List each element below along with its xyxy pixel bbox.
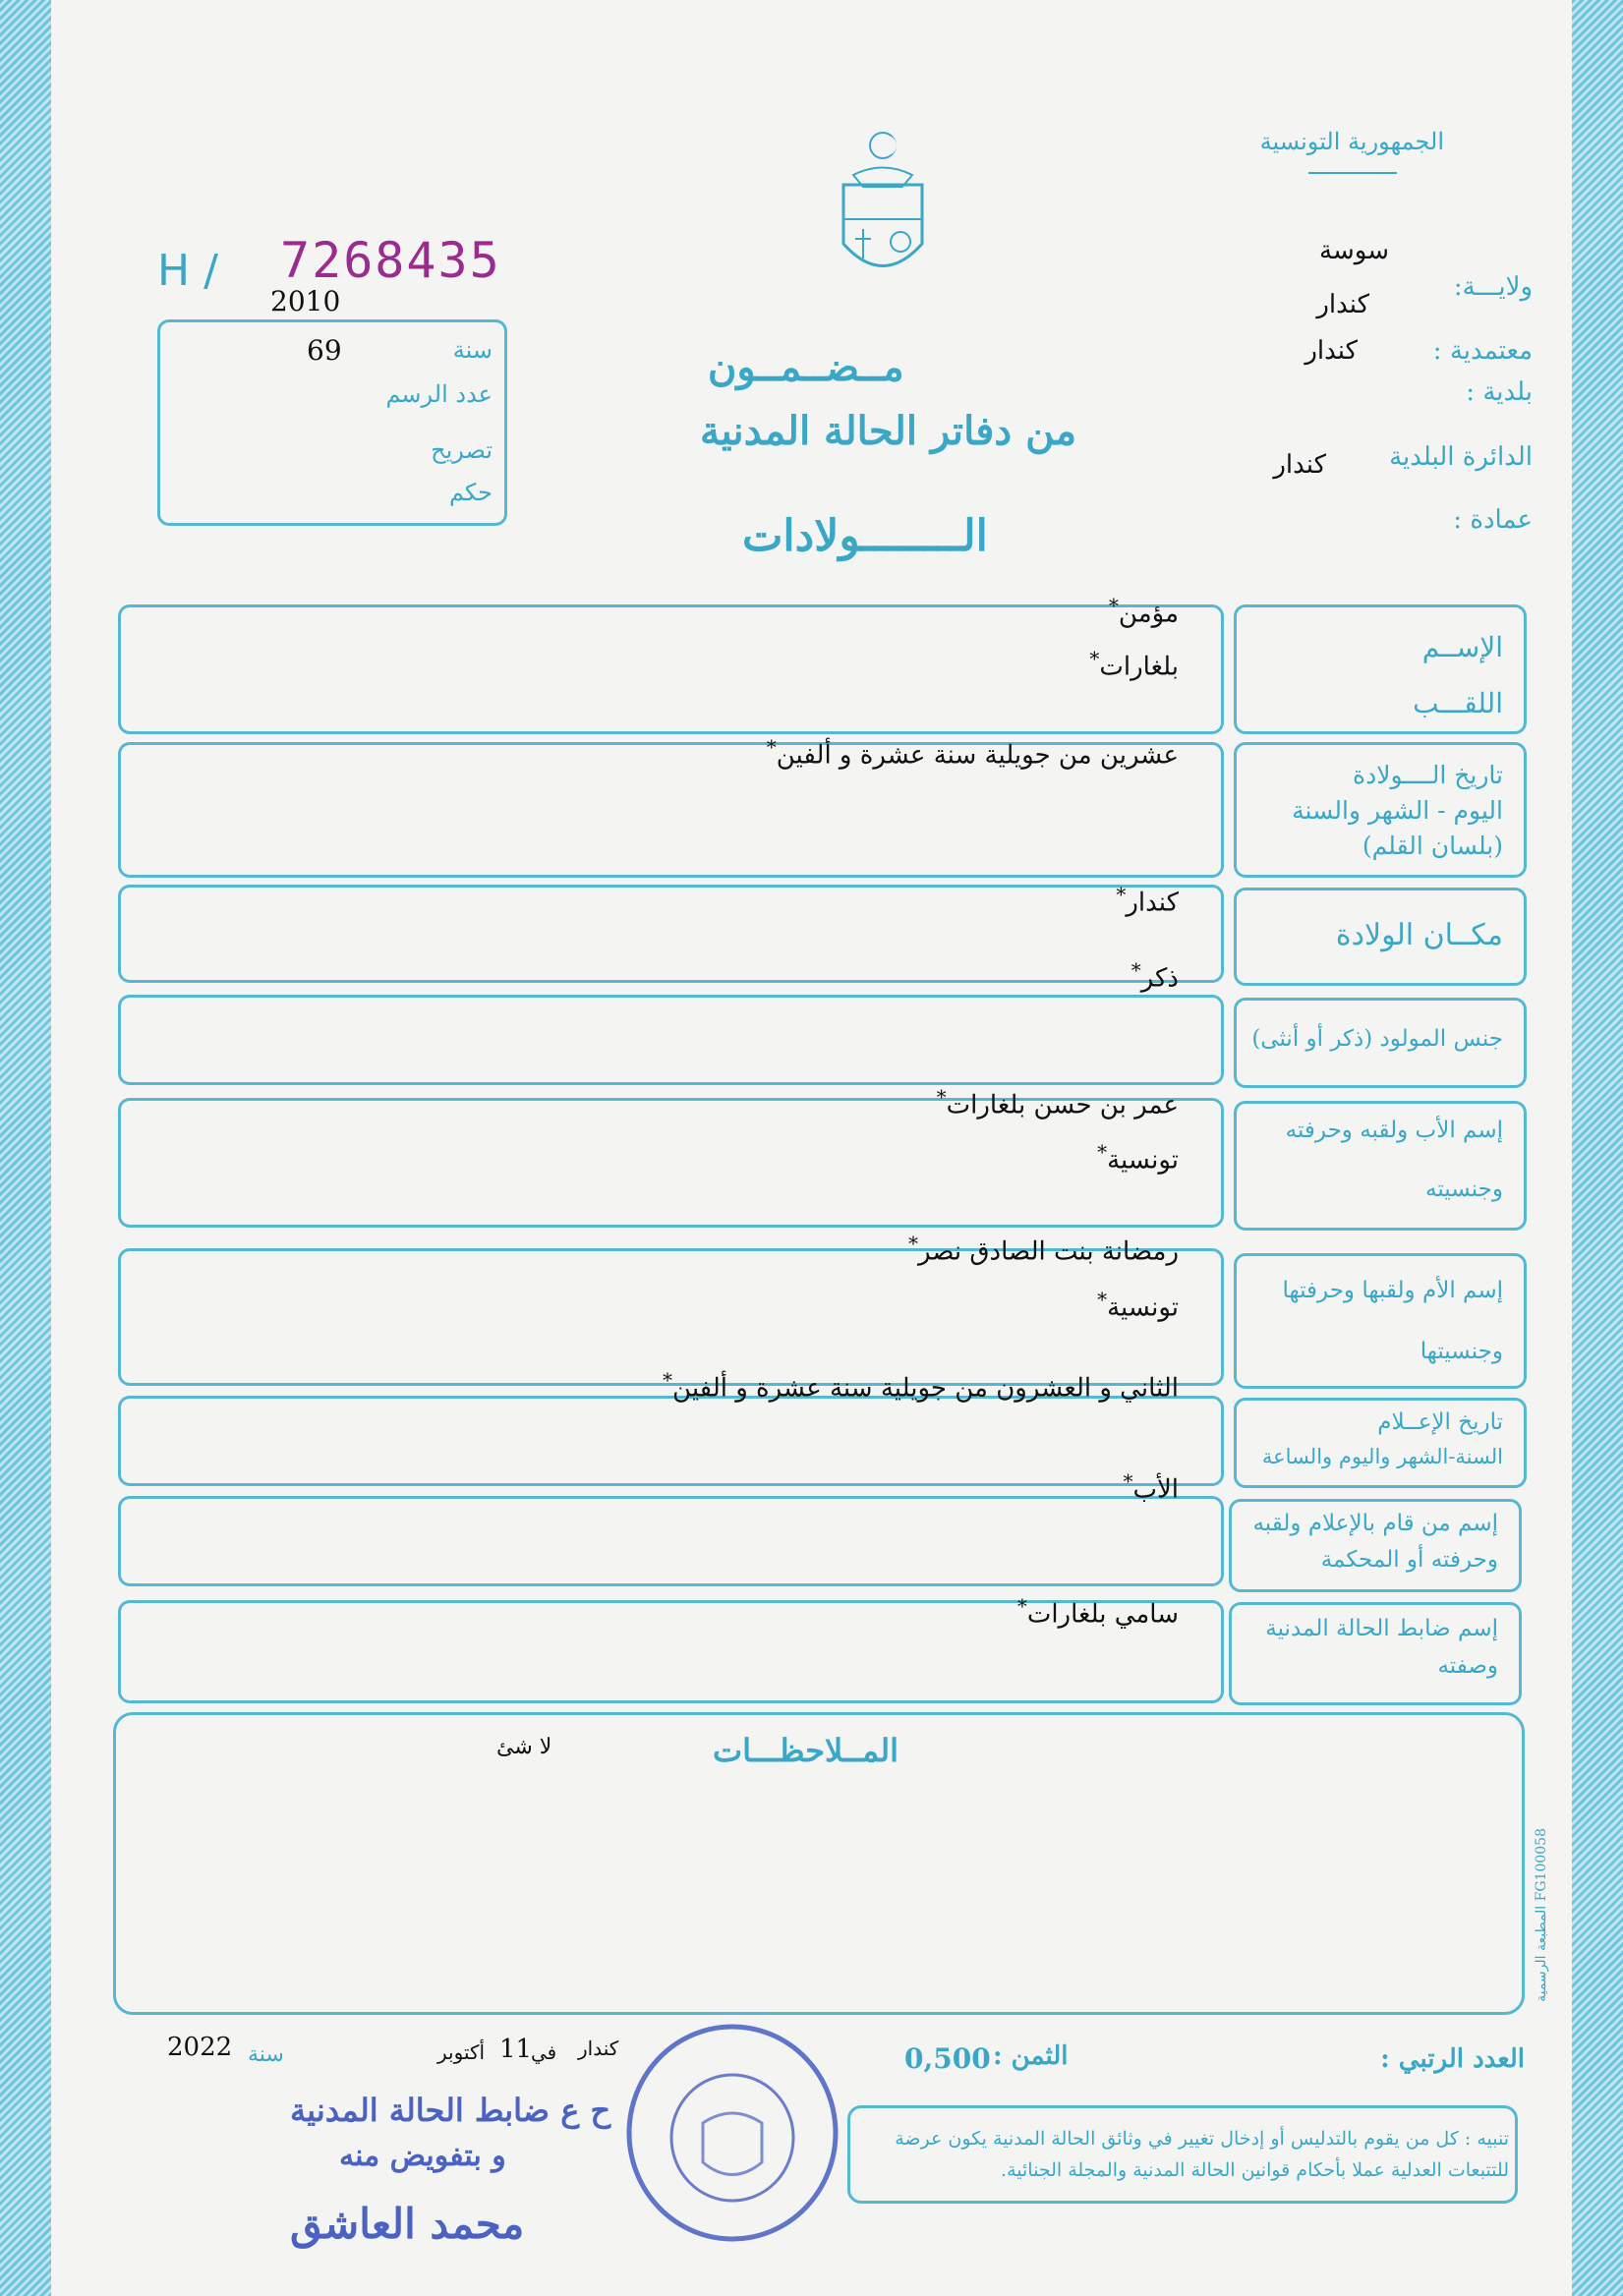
signature-stamp-line2: و بتفويض منه: [339, 2139, 506, 2173]
issue-year-label: سنة: [248, 2042, 284, 2067]
value-box-birth-place: [118, 885, 1224, 983]
birth-place-value: كندار *: [1116, 883, 1179, 918]
mother-name-value: رمضانة بنت الصادق نصر *: [908, 1232, 1179, 1267]
label-box-mother: [1234, 1253, 1527, 1389]
order-number-label: العدد الرتبي :: [1380, 2044, 1525, 2074]
municipality-label: بلدية :: [1466, 377, 1533, 407]
first-name-value: مؤمن *: [1109, 594, 1179, 629]
republic-underline: [1308, 172, 1397, 174]
price-label: الثمن :: [993, 2041, 1069, 2071]
issue-place: كندار: [578, 2037, 619, 2060]
declaration-date-label: تاريخ الإعــلام: [1377, 1409, 1503, 1435]
father-nationality-value: تونسية *: [1097, 1140, 1179, 1176]
serial-number: 7268435: [280, 232, 501, 289]
legal-notice-text: تنبيه : كل من يقوم بالتدليس أو إدخال تغيير في وثائق الحالة المدنية يكون عرضة للتتبعات العدلية عملا بأحكام قوانين الحالة المدنية والمجلة الجنائية.: [895, 2128, 1509, 2182]
father-nationality-label: وجنسيته: [1425, 1177, 1503, 1202]
price-value: 0,500: [904, 2042, 991, 2075]
record-number-label: عدد الرسم: [385, 380, 493, 408]
declaration-label: تصريح: [431, 436, 493, 464]
mother-label: إسم الأم ولقبها وحرفتها: [1282, 1278, 1503, 1303]
section-title-births: الــــــــولادات: [742, 511, 988, 561]
value-box-sex: [118, 995, 1224, 1085]
birth-place-label: مكــان الولادة: [1335, 918, 1503, 952]
value-box-mother: [118, 1248, 1224, 1386]
issue-year-value: 2022: [167, 2033, 233, 2062]
issue-in-label: في: [531, 2040, 557, 2064]
value-box-declaration-date: [118, 1396, 1224, 1486]
birth-date-in-words-label: (بلسان القلم): [1362, 832, 1503, 860]
officer-name-value: سامي بلغارات *: [1017, 1594, 1179, 1630]
governorate-label: ولايـــة:: [1453, 272, 1533, 302]
registry-year: 2010: [270, 285, 341, 317]
issue-day: 11: [499, 2035, 533, 2064]
declarant-label: إسم من قام بالإعلام ولقبه: [1252, 1511, 1498, 1536]
declaration-date-format-label: السنة-الشهر واليوم والساعة: [1261, 1445, 1503, 1468]
declarant-value: الأب *: [1123, 1469, 1179, 1505]
declarant-occupation-label: وحرفته أو المحكمة: [1320, 1547, 1498, 1573]
birth-date-label: تاريخ الــــولادة: [1353, 761, 1503, 789]
mother-nationality-value: تونسية *: [1097, 1288, 1179, 1323]
document-title: مــضــمــون: [708, 344, 904, 390]
birth-date-format-label: اليوم - الشهر والسنة: [1292, 796, 1503, 825]
officer-label: إسم ضابط الحالة المدنية: [1265, 1616, 1498, 1641]
surname-value: بلغارات *: [1089, 647, 1179, 682]
municipal-district-value: كندار: [1273, 450, 1326, 480]
value-box-declarant: [118, 1496, 1224, 1586]
surname-label: اللقـــب: [1413, 687, 1503, 719]
governorate-value: سوسة: [1319, 236, 1389, 265]
printer-code: المطبعة الرسمية FG100058: [1534, 1828, 1549, 2002]
municipality-value: كندار: [1304, 336, 1358, 366]
municipal-stamp-seal: [619, 2015, 845, 2251]
right-decorative-border: [1572, 0, 1623, 2296]
remarks-label: المــلاحظـــات: [713, 1732, 899, 1769]
mother-nationality-label: وجنسيتها: [1420, 1339, 1503, 1364]
republic-label: الجمهورية التونسية: [1259, 128, 1444, 155]
remarks-value: لا شئ: [496, 1735, 552, 1759]
registration-number-value: 69: [307, 334, 342, 367]
declaration-date-value: الثاني و العشرون من جويلية سنة عشرة و ألفين *: [663, 1368, 1179, 1404]
left-decorative-border: [0, 0, 51, 2296]
sex-label: جنس المولود (ذكر أو أنثى): [1251, 1026, 1503, 1052]
sex-value: ذكر *: [1131, 958, 1179, 994]
officer-title-label: وصفته: [1437, 1653, 1498, 1679]
signature-stamp-line1: ح ع ضابط الحالة المدنية: [290, 2092, 611, 2129]
coat-of-arms-emblem: [834, 126, 932, 293]
birth-date-value: عشرين من جويلية سنة عشرة و ألفين *: [767, 735, 1179, 771]
issue-month: أكتوبر: [437, 2040, 486, 2064]
municipal-district-label: الدائرة البلدية: [1389, 442, 1533, 472]
imada-label: عمادة :: [1453, 505, 1533, 535]
delegation-value: كندار: [1316, 290, 1369, 319]
delegation-label: معتمدية :: [1432, 336, 1533, 366]
father-label: إسم الأب ولقبه وحرفته: [1285, 1118, 1503, 1143]
value-box-name: [118, 604, 1224, 734]
father-name-value: عمر بن حسن بلغارات *: [937, 1085, 1179, 1120]
judgment-label: حكم: [448, 479, 493, 506]
first-name-label: الإســم: [1421, 631, 1503, 663]
serial-prefix: H /: [157, 246, 218, 296]
year-label: سنة: [452, 336, 493, 364]
document-subtitle: من دفاتر الحالة المدنية: [700, 408, 1076, 454]
signature-name: محمد العاشق: [290, 2200, 525, 2248]
